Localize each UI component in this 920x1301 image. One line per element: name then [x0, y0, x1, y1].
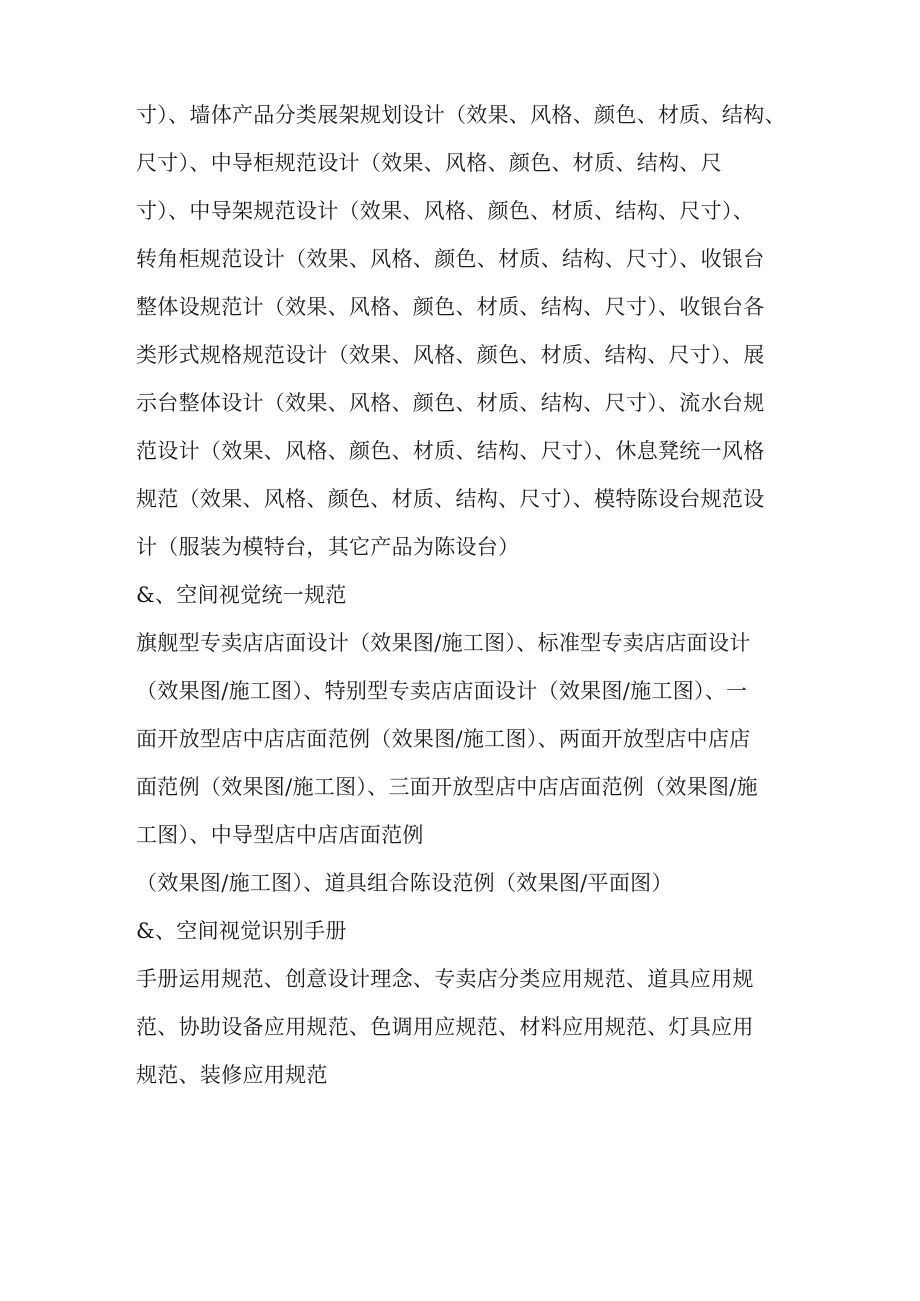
- text-line: 寸）、墙体产品分类展架规划设计（效果、风格、颜色、材质、结构、: [136, 103, 786, 127]
- text-line: 面范例（效果图/施工图）、三面开放型店中店店面范例（效果图/施: [136, 775, 758, 799]
- text-line: 范、协助设备应用规范、色调用应规范、材料应用规范、灯具应用: [136, 1015, 754, 1039]
- text-line: 旗舰型专卖店店面设计（效果图/施工图）、标准型专卖店店面设计: [136, 631, 751, 655]
- text-line: （效果图/施工图）、道具组合陈设范例（效果图/平面图）: [136, 871, 673, 895]
- section-heading: &、空间视觉识别手册: [136, 919, 347, 943]
- text-line: （效果图/施工图）、特别型专卖店店面设计（效果图/施工图）、一: [136, 679, 748, 703]
- text-line: 尺寸）、中导柜规范设计（效果、风格、颜色、材质、结构、尺: [136, 151, 722, 175]
- text-line: 范设计（效果、风格、颜色、材质、结构、尺寸）、休息凳统一风格: [136, 439, 765, 463]
- section-heading: &、空间视觉统一规范: [136, 583, 347, 607]
- text-line: 寸）、中导架规范设计（效果、风格、颜色、材质、结构、尺寸）、: [136, 199, 754, 223]
- text-line: 规范（效果、风格、颜色、材质、结构、尺寸）、模特陈设台规范设: [136, 487, 765, 511]
- text-line: 示台整体设计（效果、风格、颜色、材质、结构、尺寸）、流水台规: [136, 391, 765, 415]
- text-line: 类形式规格规范设计（效果、风格、颜色、材质、结构、尺寸）、展: [136, 343, 765, 367]
- text-line: 整体设规范计（效果、风格、颜色、材质、结构、尺寸）、收银台各: [136, 295, 765, 319]
- text-line: 计（服装为模特台，其它产品为陈设台）: [136, 535, 520, 559]
- text-line: 工图）、中导型店中店店面范例: [136, 823, 424, 847]
- text-line: 规范、装修应用规范: [136, 1063, 328, 1087]
- text-line: 面开放型店中店店面范例（效果图/施工图）、两面开放型店中店店: [136, 727, 751, 751]
- text-line: 转角柜规范设计（效果、风格、颜色、材质、结构、尺寸）、收银台: [136, 247, 765, 271]
- text-line: 手册运用规范、创意设计理念、专卖店分类应用规范、道具应用规: [136, 967, 754, 991]
